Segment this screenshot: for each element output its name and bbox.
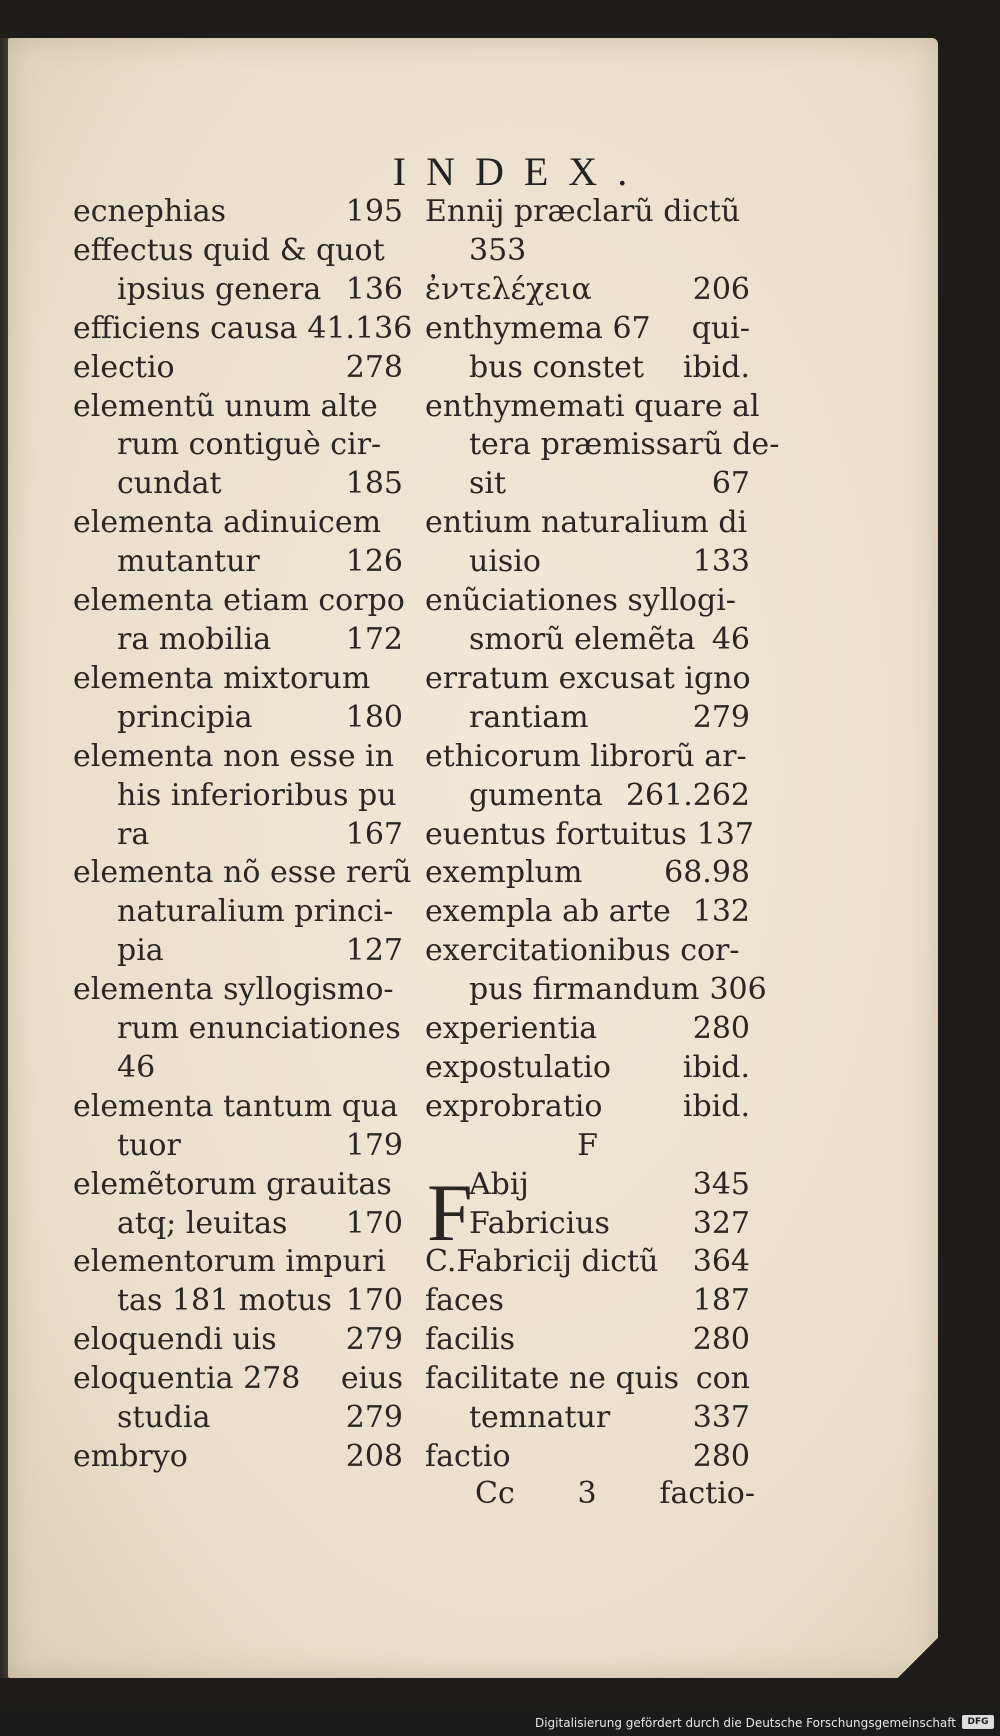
index-entry (73, 660, 403, 699)
entry-term: tas 181 motus (117, 1283, 332, 1319)
entry-term: elemẽtorum grauitas (73, 1166, 392, 1202)
index-entry (73, 193, 403, 232)
entry-page: 185 (345, 466, 403, 502)
entry-page: 172 (345, 621, 403, 657)
index-entry (73, 1127, 403, 1166)
entry-term: elementa etiam corpo (73, 583, 405, 619)
entry-term: C.Fabricij dictũ (425, 1244, 659, 1280)
index-entry (73, 426, 403, 465)
index-entry (425, 1399, 750, 1438)
entry-term: elementa mixtorum (73, 660, 371, 696)
entry-page: eius (340, 1361, 403, 1397)
entry-term: euentus fortuitus (425, 816, 687, 852)
footer-bar (0, 1710, 1000, 1736)
entry-page: 68.98 (664, 855, 750, 891)
entry-term: enthymema 67 (425, 310, 651, 346)
entry-term: Fabricius (469, 1205, 610, 1241)
entry-page: 337 (692, 1400, 750, 1436)
entry-term: atq; leuitas (117, 1205, 288, 1241)
entry-page: 133 (692, 544, 750, 580)
entry-page: 180 (345, 699, 403, 735)
page-header: INDEX. (392, 149, 648, 194)
entry-term: enthymemati quare al (425, 388, 760, 424)
entry-term: elementa nõ esse rerũ (73, 855, 412, 891)
index-entry (425, 738, 750, 777)
entry-page: 279 (345, 1322, 403, 1358)
index-entry (73, 971, 403, 1010)
index-column-left (73, 193, 413, 1477)
entry-term: naturalium princi- (117, 894, 394, 930)
entry-term: effectus quid & quot (73, 232, 385, 268)
entry-page: 67 (711, 466, 750, 502)
entry-term: elementorum impuri (73, 1244, 386, 1280)
index-entry (425, 465, 750, 504)
entry-page: 327 (692, 1205, 750, 1241)
index-entry (425, 1088, 750, 1127)
index-entry (73, 388, 403, 427)
index-entry (425, 893, 750, 932)
entry-page: 41.136 (307, 310, 413, 346)
entry-term: pus firmandum (469, 972, 700, 1008)
index-entry (73, 349, 403, 388)
entry-page: 206 (692, 271, 750, 307)
index-entry (425, 1360, 750, 1399)
entry-page: 208 (345, 1439, 403, 1474)
index-entry (425, 1438, 750, 1477)
entry-term: elementũ unum alte (73, 388, 378, 424)
index-entry (425, 816, 754, 855)
entry-term: ecnephias (73, 194, 227, 229)
entry-term: experientia (425, 1011, 598, 1047)
entry-page: 170 (345, 1205, 403, 1241)
index-entry (73, 465, 403, 504)
index-entry (425, 1049, 750, 1088)
index-entry (73, 1282, 403, 1321)
drop-capital-f: F (427, 1167, 473, 1258)
index-entry (425, 1010, 750, 1049)
index-entry (73, 1399, 403, 1438)
index-entry (425, 310, 750, 349)
section-letter (425, 1127, 750, 1166)
entry-term: factio (425, 1439, 511, 1474)
index-entry (73, 816, 403, 855)
entry-page: 280 (692, 1011, 750, 1047)
index-entry (73, 777, 403, 816)
index-entry (425, 193, 750, 232)
signature-mark: Cc (475, 1476, 515, 1511)
index-entry (425, 271, 750, 310)
entry-term: ethicorum librorũ ar- (425, 738, 747, 774)
entry-term: rantiam (469, 699, 589, 735)
entry-term: efficiens causa (73, 310, 298, 346)
index-entry (73, 621, 403, 660)
index-entry (425, 932, 750, 971)
entry-page: 279 (692, 699, 750, 735)
entry-page: ibid. (682, 1088, 750, 1124)
entry-term: elementa syllogismo- (73, 972, 394, 1008)
entry-page: 261.262 (625, 777, 750, 813)
entry-term: electio (73, 349, 175, 385)
index-entry (73, 1049, 403, 1088)
entry-page: 170 (345, 1283, 403, 1319)
entry-page: 195 (345, 194, 403, 229)
index-entry (425, 582, 750, 621)
index-entry (425, 388, 760, 427)
entry-term: erratum excusat igno (425, 660, 751, 696)
index-entry (425, 854, 750, 893)
index-entry (425, 426, 780, 465)
entry-term: elementa non esse in (73, 738, 395, 774)
index-entry (425, 1321, 750, 1360)
entry-page: 280 (692, 1322, 750, 1358)
index-entry (73, 582, 403, 621)
index-entry (425, 1205, 750, 1244)
entry-term: eloquentia 278 (73, 1361, 301, 1397)
entry-term: cundat (117, 466, 222, 502)
entry-term: rum contiguè cir- (117, 427, 382, 463)
entry-term: enũciationes syllogi- (425, 583, 736, 619)
entry-term: gumenta (469, 777, 603, 813)
entry-term: studia (117, 1400, 211, 1436)
index-entry (73, 699, 403, 738)
entry-term: mutantur (117, 544, 260, 580)
entry-term: Ennij præclarũ dictũ (425, 194, 741, 229)
entry-page: 137 (696, 816, 754, 852)
entry-page: 278 (345, 349, 403, 385)
index-entry (73, 854, 412, 893)
entry-term: ipsius genera (117, 271, 322, 307)
entry-page: 127 (345, 933, 403, 969)
index-entry (73, 1166, 403, 1205)
index-entry (73, 738, 403, 777)
index-entry (425, 1166, 750, 1205)
entry-term: uisio (469, 544, 541, 580)
entry-term: faces (425, 1283, 504, 1319)
entry-term: entium naturalium di (425, 505, 748, 541)
entry-page: 136 (345, 271, 403, 307)
index-entry (425, 1282, 750, 1321)
entry-page: con (695, 1361, 750, 1397)
index-entry (425, 777, 750, 816)
entry-term: exprobratio (425, 1088, 603, 1124)
index-entry (425, 543, 750, 582)
index-entry (73, 932, 403, 971)
index-entry (73, 893, 403, 932)
index-entry (73, 1438, 403, 1477)
entry-term: embryo (73, 1439, 188, 1474)
entry-term: principia (117, 699, 253, 735)
entry-term: smorũ elemẽta (469, 621, 696, 657)
entry-page: 126 (345, 544, 403, 580)
entry-term: ra mobilia (117, 621, 272, 657)
entry-term: 46 (117, 1049, 156, 1085)
index-entry (73, 1243, 403, 1282)
index-entry (425, 971, 767, 1010)
index-entry (425, 349, 750, 388)
entry-page: ibid. (682, 349, 750, 385)
entry-term: bus constet (469, 349, 644, 385)
entry-term: exempla ab arte (425, 894, 671, 930)
entry-term: facilitate ne quis (425, 1361, 679, 1397)
index-entry (425, 1243, 750, 1282)
entry-term: ra (117, 816, 150, 852)
index-entry (73, 1360, 403, 1399)
entry-page: ibid. (682, 1049, 750, 1085)
signature-number: 3 (577, 1476, 597, 1511)
entry-term: eloquendi uis (73, 1322, 277, 1358)
index-entry (73, 1205, 403, 1244)
entry-page: 46 (711, 621, 750, 657)
entry-page: 187 (692, 1283, 750, 1319)
entry-term: exemplum (425, 855, 583, 891)
index-entry (73, 543, 403, 582)
index-entry (73, 1088, 403, 1127)
index-entry (425, 699, 750, 738)
index-entry (73, 1010, 403, 1049)
entry-term: tuor (117, 1127, 181, 1163)
entry-term: F (577, 1127, 598, 1163)
entry-page: 279 (345, 1400, 403, 1436)
index-entry (73, 504, 403, 543)
index-entry (73, 271, 403, 310)
catchline (475, 1476, 755, 1511)
entry-term: his inferioribus pu (117, 777, 397, 813)
index-entry (425, 504, 750, 543)
entry-term: temnatur (469, 1400, 611, 1436)
index-entry (73, 310, 413, 349)
catchword: factio- (659, 1476, 755, 1511)
footer-credit: Digitalisierung gefördert durch die Deutsche Forschungsgemeinschaft (534, 1716, 956, 1730)
entry-page: qui- (691, 310, 750, 346)
entry-page: 345 (692, 1166, 750, 1202)
entry-page: 132 (692, 894, 750, 930)
index-entry (73, 1321, 403, 1360)
entry-term: exercitationibus cor- (425, 933, 740, 969)
entry-term: ἐντελέχεια (425, 271, 592, 307)
entry-term: facilis (425, 1322, 515, 1358)
entry-term: expostulatio (425, 1049, 611, 1085)
entry-page: 364 (692, 1244, 750, 1280)
entry-term: elementa tantum qua (73, 1088, 399, 1124)
entry-page: 179 (345, 1127, 403, 1163)
entry-page: 167 (345, 816, 403, 852)
entry-page: 280 (692, 1439, 750, 1474)
entry-page: 306 (709, 972, 767, 1008)
dfg-logo: DFG (962, 1715, 994, 1729)
entry-term: rum enunciationes (117, 1011, 401, 1047)
entry-term: tera præmissarũ de- (469, 427, 780, 463)
entry-term: elementa adinuicem (73, 505, 382, 541)
index-entry (73, 232, 403, 271)
entry-term: Abij (469, 1166, 529, 1202)
entry-term: sit (469, 466, 507, 502)
entry-term: pia (117, 933, 164, 969)
index-entry (425, 232, 750, 271)
index-column-right (425, 193, 780, 1477)
index-entry (425, 621, 750, 660)
entry-term: 353 (469, 232, 527, 268)
index-entry (425, 660, 750, 699)
